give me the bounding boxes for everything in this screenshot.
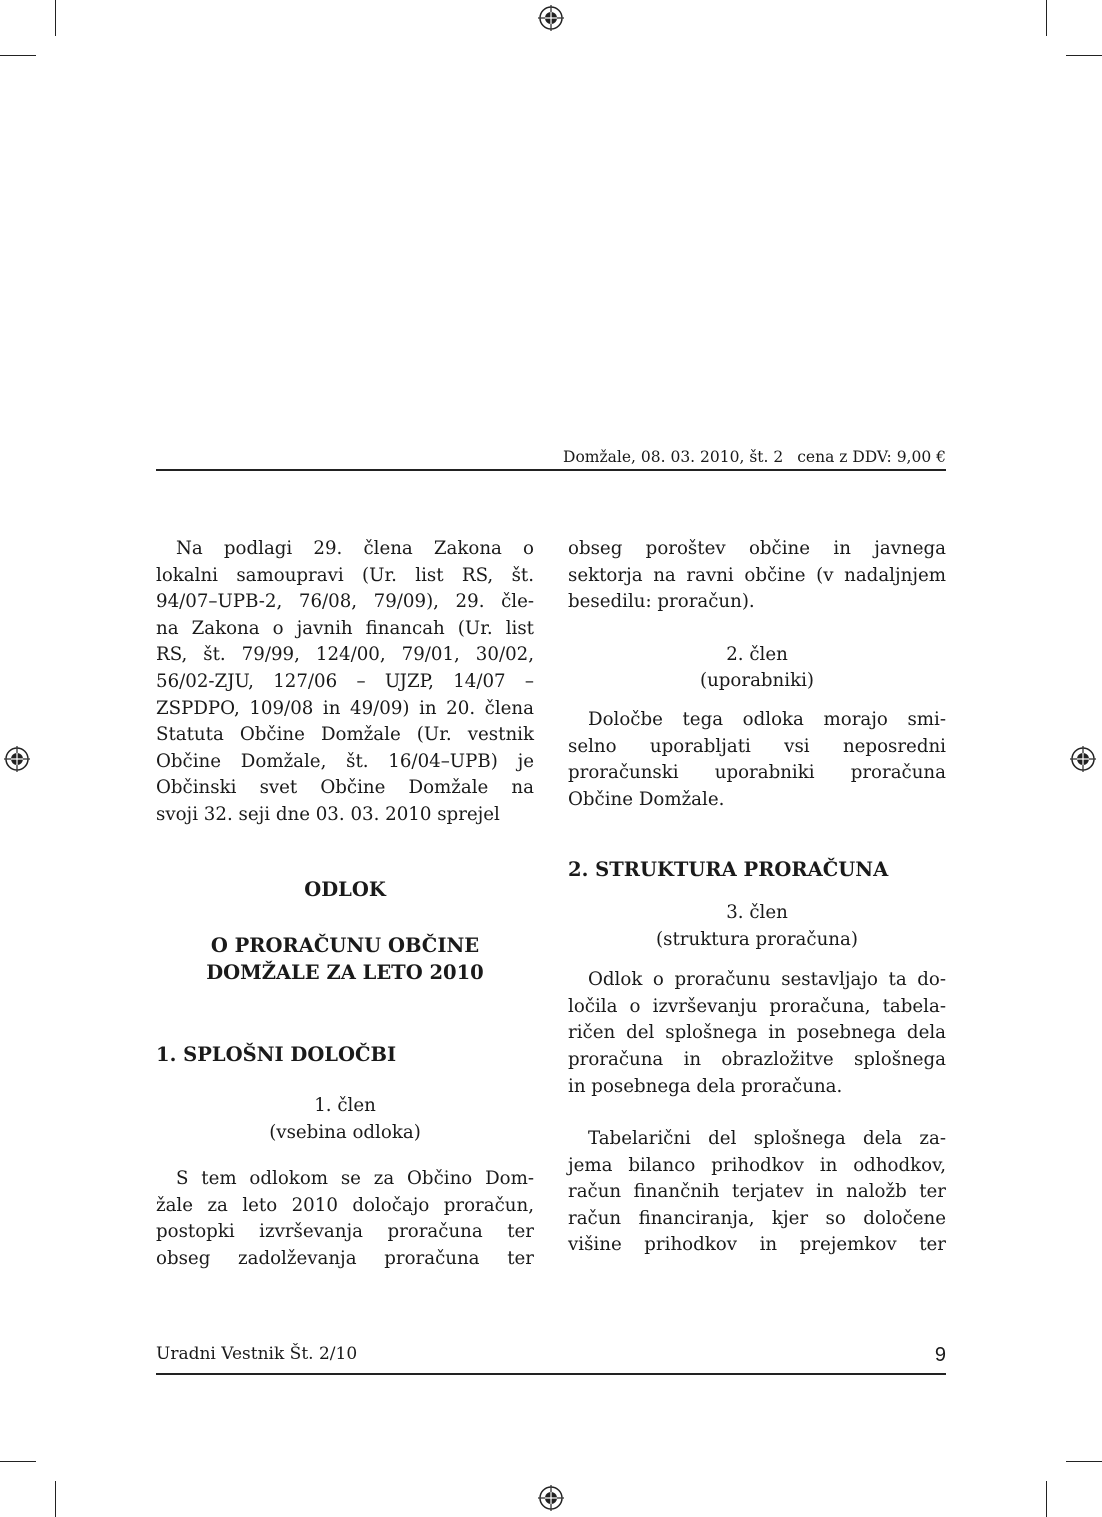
document-subtitle-line: O PRORAČUNU OBČINE	[210, 934, 480, 958]
text-line: obseg poroštev občine in javnega	[568, 538, 946, 559]
text-line: sektorja na ravni občine (v nadaljnjem	[568, 564, 946, 586]
crop-mark	[1066, 1461, 1102, 1462]
article-number: 3. člen	[726, 901, 788, 923]
text-line: Tabelarični del splošnega dela za-	[588, 1128, 946, 1150]
document-title: ODLOK	[304, 877, 386, 901]
text-line: Občinski svet Občine Domžale na	[156, 777, 534, 799]
crop-mark	[55, 0, 56, 36]
section-heading: 1. SPLOŠNI DOLOČBI	[156, 1043, 397, 1067]
text-line: Odlok o proračunu sestavljajo ta do-	[588, 969, 946, 991]
continuation-paragraph	[568, 536, 946, 616]
text-line: Statuta Občine Domžale (Ur. vestnik	[156, 724, 534, 746]
running-header	[156, 448, 946, 470]
text-line: in posebnega dela proračuna.	[568, 1075, 843, 1097]
text-line: račun finančnih terjatev in naložb ter	[568, 1181, 946, 1203]
text-line: proračunski uporabniki proračuna	[568, 762, 946, 784]
text-line: S tem odlokom se za Občino Dom-	[176, 1168, 534, 1190]
page-number: 9	[934, 1344, 946, 1366]
right-column	[568, 536, 946, 1259]
section-heading: 2. STRUKTURA PRORAČUNA	[568, 858, 889, 882]
text-line: višine prihodkov in prejemkov ter	[568, 1234, 946, 1256]
crop-mark	[0, 55, 36, 56]
header-price: cena z DDV: 9,00 €	[797, 448, 946, 466]
crop-mark	[1046, 1481, 1047, 1517]
crop-mark	[0, 1461, 36, 1462]
text-line: Občine Domžale.	[568, 788, 725, 810]
text-line: Določbe tega odloka morajo smi-	[588, 708, 946, 730]
left-column	[156, 536, 534, 1272]
text-line: lokalni samoupravi (Ur. list RS, št.	[156, 564, 534, 586]
text-line: jema bilanco prihodkov in odhodkov,	[568, 1154, 946, 1176]
text-line: 94/07–UPB-2, 76/08, 79/09), 29. čle-	[156, 591, 534, 613]
registration-mark-icon	[4, 746, 30, 772]
header-rule	[156, 469, 946, 471]
footer-publication: Uradni Vestnik Št. 2/10	[156, 1344, 358, 1364]
text-line: Občine Domžale, št. 16/04–UPB) je	[156, 750, 534, 772]
article-title: (struktura proračuna)	[656, 928, 858, 950]
article3-paragraph-2	[568, 1126, 946, 1259]
crop-mark	[1046, 0, 1047, 36]
crop-mark	[1066, 55, 1102, 56]
article-number: 1. člen	[314, 1094, 376, 1116]
text-line: ločila o izvrševanju proračuna, tabela-	[568, 995, 946, 1017]
header-place-date-issue: Domžale, 08. 03. 2010, št. 2	[563, 448, 784, 466]
crop-mark	[55, 1481, 56, 1517]
text-line: račun financiranja, kjer so določene	[568, 1207, 946, 1229]
text-line: proračuna in obrazložitve splošnega	[568, 1048, 946, 1070]
article-title: (vsebina odloka)	[269, 1121, 421, 1143]
article2-paragraph	[568, 707, 946, 813]
text-line: selno uporabljati vsi neposredni	[568, 735, 946, 757]
text-line: 56/02-ZJU, 127/06 – UJZP, 14/07 –	[156, 670, 534, 692]
text-line: Na podlagi 29. člena Zakona o	[176, 538, 534, 559]
article3-paragraph-1	[568, 967, 946, 1100]
text-line: ZSPDPO, 109/08 in 49/09) in 20. člena	[156, 697, 534, 719]
article-title: (uporabniki)	[699, 670, 815, 692]
registration-mark-icon	[538, 5, 564, 31]
text-line: ričen del splošnega in posebnega dela	[568, 1022, 946, 1044]
intro-paragraph	[156, 536, 534, 829]
text-line: postopki izvrševanja proračuna ter	[156, 1221, 534, 1243]
text-line: na Zakona o javnih financah (Ur. list	[156, 617, 534, 639]
document-subtitle-line: DOMŽALE ZA LETO 2010	[206, 960, 484, 984]
footer-rule	[156, 1373, 946, 1375]
article1-paragraph	[156, 1166, 534, 1272]
registration-mark-icon	[1070, 746, 1096, 772]
text-line: obseg zadolževanja proračuna ter	[156, 1247, 534, 1269]
registration-mark-icon	[538, 1485, 564, 1511]
text-line: besedilu: proračun).	[568, 591, 755, 613]
text-line: svoji 32. seji dne 03. 03. 2010 sprejel	[156, 803, 500, 825]
text-line: RS, št. 79/99, 124/00, 79/01, 30/02,	[156, 644, 534, 666]
article-number: 2. člen	[726, 643, 788, 665]
text-line: žale za leto 2010 določajo proračun,	[156, 1194, 534, 1216]
